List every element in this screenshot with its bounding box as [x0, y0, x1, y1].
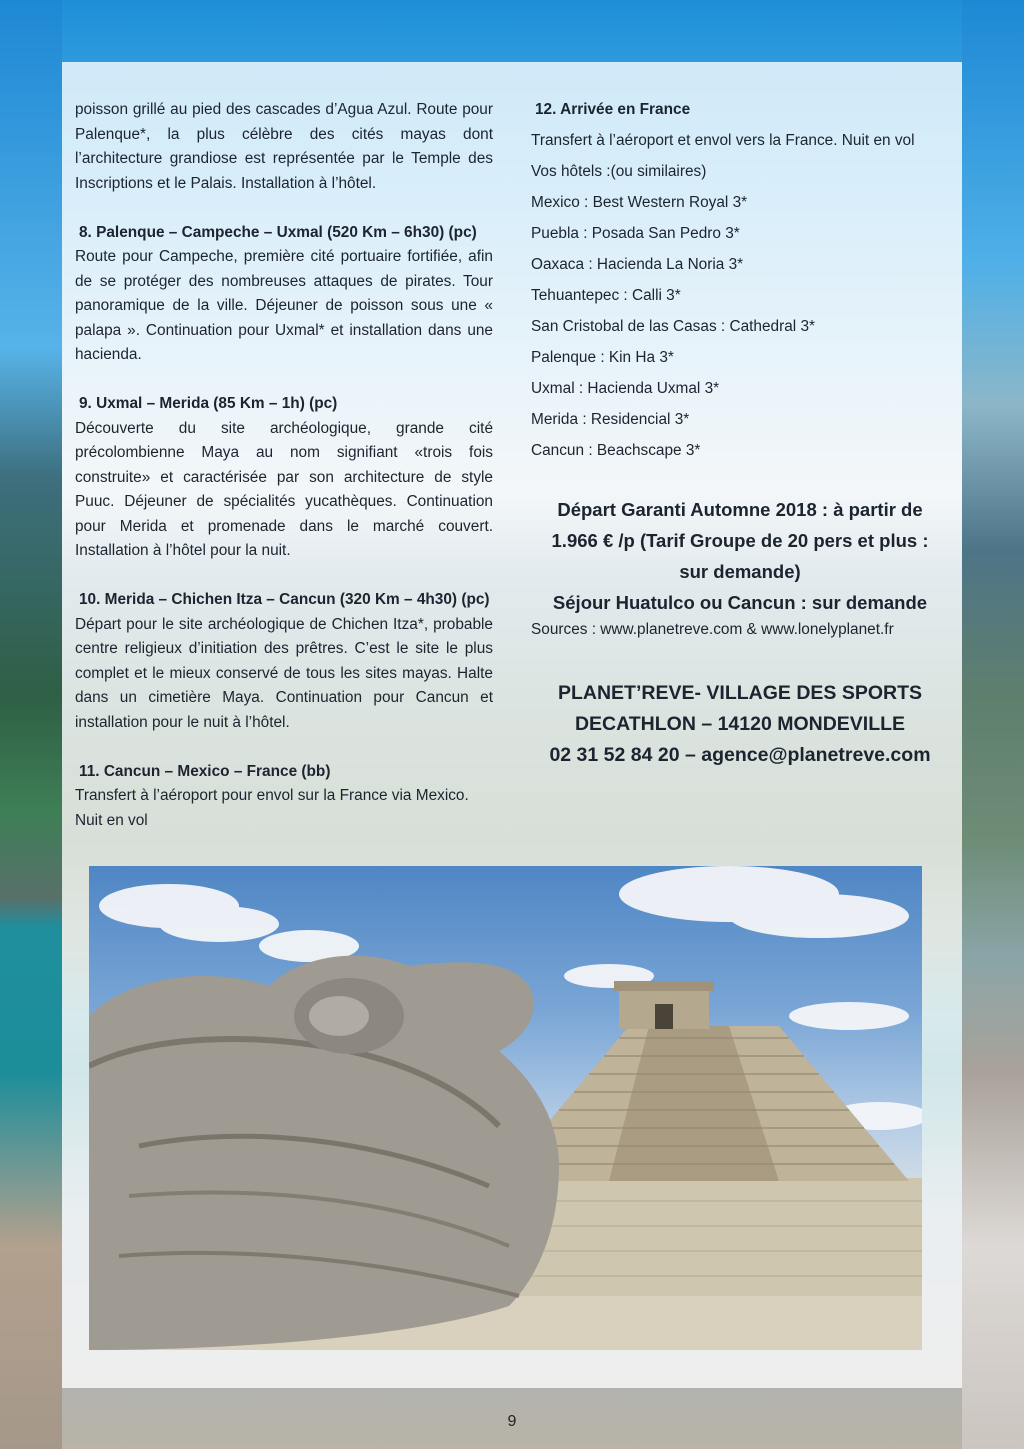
- hotel-item: Mexico : Best Western Royal 3*: [531, 194, 748, 211]
- offer-line: Séjour Huatulco ou Cancun : sur demande: [552, 592, 928, 613]
- hotel-item: Oaxaca : Hacienda La Noria 3*: [531, 256, 744, 273]
- day-10-heading: 10. Merida – Chichen Itza – Cancun (320 Km – 4h30) (pc): [79, 591, 490, 608]
- intro-paragraph: poisson grillé au pied des cascades d’Agua Azul. Route pour Palenque*, la plus célèbre des cités mayas dont l’architecture grandiose est représentée par le Temple des Inscriptions et le Palais. Installation à l’hôtel.: [75, 101, 493, 192]
- day-9: [75, 392, 493, 564]
- hotel-item: San Cristobal de las Casas : Cathedral 3*: [531, 318, 816, 335]
- day-9-text: Découverte du site archéologique, grande cité précolombienne Maya au nom signifiant «trois fois construite» et caractérisée par son architecture de style Puuc. Déjeuner de spécialités yucathèques. Continuation pour Merida et promenade dans le marché couvert. Installation à l’hôtel pour la nuit.: [75, 419, 493, 559]
- day-8-text: Route pour Campeche, première cité portuaire fortifiée, afin de se protéger des nombreuses attaques de pirates. Tour panoramique de la ville. Déjeuner de poisson sous une « palapa ». Continuation pour Uxmal* et installation dans une hacienda.: [75, 248, 493, 363]
- hotel-item: Palenque : Kin Ha 3*: [531, 349, 674, 366]
- photo-illustration: [89, 866, 922, 1350]
- contact-address: DECATHLON – 14120 MONDEVILLE: [574, 713, 906, 735]
- contact-agency: PLANET’REVE- VILLAGE DES SPORTS: [557, 682, 923, 704]
- offer-line: sur demande): [679, 561, 801, 582]
- day-12-heading: 12. Arrivée en France: [535, 101, 691, 118]
- offer-line: Départ Garanti Automne 2018 : à partir de: [557, 499, 923, 520]
- contact-phone-email: 02 31 52 84 20 – agence@planetreve.com: [549, 744, 931, 766]
- day-12-text: Transfert à l’aéroport et envol vers la France. Nuit en vol: [531, 132, 915, 149]
- day-11-heading: 11. Cancun – Mexico – France (bb): [79, 762, 331, 780]
- day-10: [75, 588, 493, 735]
- sources-line: Sources : www.planetreve.com & www.lonelyplanet.fr: [531, 621, 894, 638]
- hotel-item: Tehuantepec : Calli 3*: [531, 287, 681, 304]
- background-mountain-right: [962, 0, 1024, 1449]
- page-number: 9: [507, 1413, 517, 1430]
- hotels-title: Vos hôtels :(ou similaires): [531, 163, 707, 180]
- hotel-item: Merida : Residencial 3*: [531, 411, 690, 428]
- day-10-text: Départ pour le site archéologique de Chichen Itza*, probable centre religieux d’initiation des prêtres. C’est le site le plus complet et le mieux conservé de tous les sites mayas. Halte dans un cimetière Maya. Continuation pour Cancun et installation pour le nuit à l’hôtel.: [75, 615, 493, 731]
- hotel-item: Uxmal : Hacienda Uxmal 3*: [531, 380, 720, 397]
- itinerary-left-column: [75, 98, 493, 858]
- hotel-item: Cancun : Beachscape 3*: [531, 442, 701, 459]
- day-9-heading: 9. Uxmal – Merida (85 Km – 1h) (pc): [79, 395, 338, 412]
- day-11-text: Transfert à l’aéroport pour envol sur la France via Mexico. Nuit en vol: [75, 787, 469, 829]
- itinerary-right-column: [531, 98, 956, 470]
- day-8-heading: 8. Palenque – Campeche – Uxmal (520 Km – 6h30) (pc): [79, 223, 477, 241]
- chichen-itza-photo: [89, 866, 922, 1350]
- hotel-item: Puebla : Posada San Pedro 3*: [531, 225, 740, 242]
- day-8: [75, 221, 493, 368]
- contact-block: [531, 678, 949, 771]
- day-11: [75, 760, 493, 834]
- offer-block: [531, 494, 949, 618]
- background-mountain-left: [0, 0, 62, 1449]
- offer-line: 1.966 € /p (Tarif Groupe de 20 pers et plus :: [551, 530, 929, 551]
